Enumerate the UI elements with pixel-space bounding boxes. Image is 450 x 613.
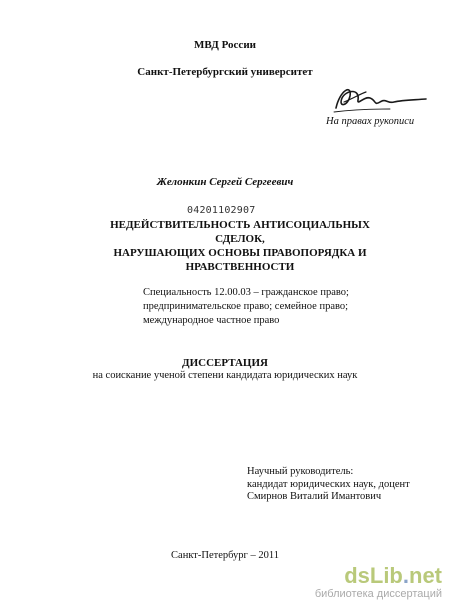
- specialty-block: [143, 286, 349, 328]
- author-name: Желонкин Сергей Сергеевич: [156, 176, 294, 188]
- specialty-line: предпринимательское право; семейное право;: [143, 301, 349, 312]
- title-line: НЕДЕЙСТВИТЕЛЬНОСТЬ АНТИСОЦИАЛЬНЫХ СДЕЛОК,: [110, 219, 370, 245]
- dissertation-title: [100, 218, 380, 274]
- supervisor-line: Смирнов Виталий Имантович: [247, 491, 382, 502]
- supervisor-line: кандидат юридических наук, доцент: [247, 478, 410, 490]
- manuscript-note: На правах рукописи: [326, 116, 415, 127]
- title-line: НРАВСТВЕННОСТИ: [185, 261, 295, 273]
- document-code: 04201102907: [187, 205, 256, 216]
- specialty-line: международное частное право: [143, 315, 280, 326]
- university-heading: Санкт-Петербургский университет: [137, 66, 313, 78]
- dissertation-heading: ДИССЕРТАЦИЯ: [182, 357, 268, 369]
- dslib-logo: dsLib.net: [344, 563, 442, 588]
- watermark-subtitle: библиотека диссертаций: [314, 588, 442, 600]
- supervisor-line: Научный руководитель:: [247, 466, 354, 477]
- handwritten-signature: [330, 82, 430, 116]
- title-line: НАРУШАЮЩИХ ОСНОВЫ ПРАВОПОРЯДКА И: [113, 247, 367, 259]
- ministry-heading: МВД России: [193, 39, 256, 51]
- specialty-line: Специальность 12.00.03 – гражданское право;: [143, 287, 349, 298]
- dissertation-subtitle: на соискание ученой степени кандидата юридических наук: [92, 370, 358, 381]
- dslib-watermark: [315, 564, 442, 600]
- city-year: Санкт-Петербург – 2011: [171, 550, 279, 561]
- supervisor-block: [247, 466, 410, 504]
